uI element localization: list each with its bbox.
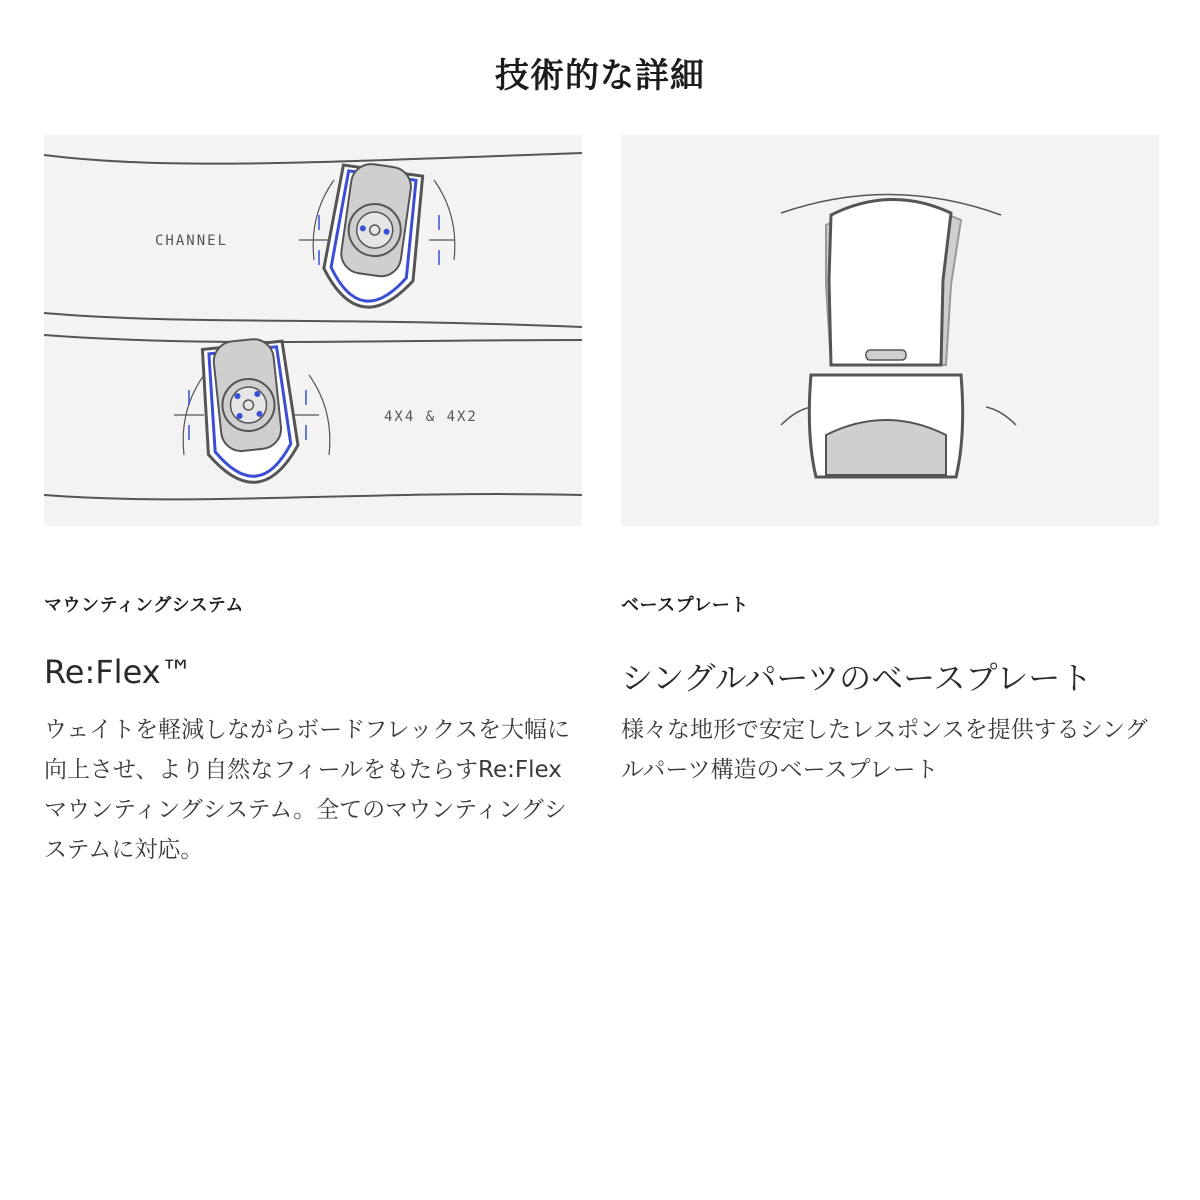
highback-icon — [829, 199, 951, 365]
mounting-system-illustration — [44, 135, 582, 526]
section-label-baseplate: ベースプレート — [621, 595, 749, 616]
board-bottom-edge-2 — [44, 494, 582, 499]
page-title: 技術的な詳細 — [495, 56, 705, 96]
baseplate-floor-icon — [826, 420, 946, 475]
board-bottom-edge-1 — [44, 313, 582, 327]
highback-strap-icon — [866, 350, 906, 360]
channel-label: CHANNEL — [155, 233, 229, 249]
feature-description-baseplate: 様々な地形で安定したレスポンスを提供するシングルパーツ構造のベースプレート — [621, 717, 1148, 783]
baseplate-illustration — [621, 135, 1159, 526]
binding-top — [319, 159, 428, 313]
4x4-4x2-label: 4X4 & 4X2 — [384, 409, 478, 425]
feature-title-reflex: Re:Flex™ — [44, 653, 193, 691]
feature-mounting-system — [44, 135, 582, 863]
board-top-edge-1 — [44, 153, 582, 164]
section-label-mounting: マウンティングシステム — [44, 595, 244, 616]
baseplate-illustration-svg — [621, 135, 1159, 526]
binding-bottom — [197, 336, 301, 487]
feature-title-baseplate: シングルパーツのベースプレート — [621, 659, 1093, 697]
board-top-edge-2 — [44, 335, 582, 342]
feature-description-reflex: ウェイトを軽減しながらボードフレックスを大幅に向上させ、より自然なフィールをもたらすRe:Flexマウンティングシステム。全てのマウンティングシステムに対応。 — [44, 717, 571, 863]
feature-baseplate — [621, 135, 1159, 783]
mounting-illustration-svg — [44, 135, 582, 526]
